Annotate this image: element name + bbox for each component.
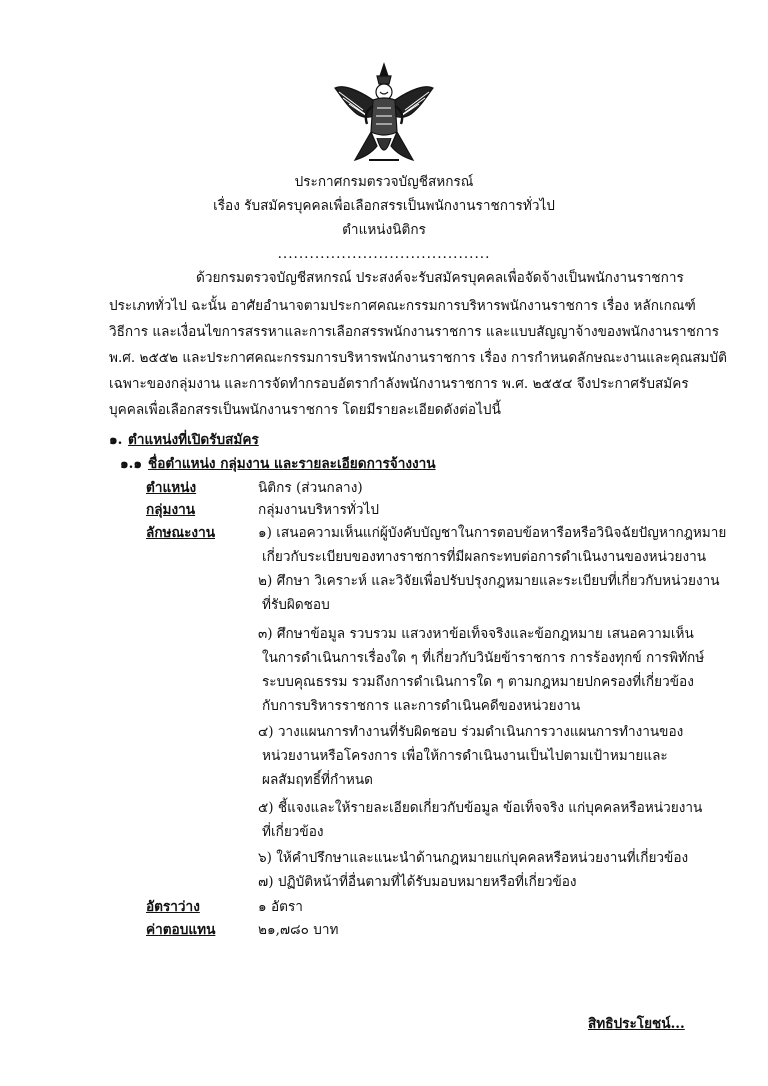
salary-label: ค่าตอบแทน <box>146 922 216 938</box>
vacancy-value: ๑ อัตรา <box>258 899 303 915</box>
continued-next-page: สิทธิประโยชน์... <box>588 1016 685 1032</box>
duty-4-line-1: ๔) วางแผนการทำงานที่รับผิดชอบ ร่วมดำเนินการวางแผนการทำงานของ <box>258 724 684 740</box>
garuda-emblem <box>333 62 435 168</box>
duty-4-line-3: ผลสัมฤทธิ์ที่กำหนด <box>262 772 373 788</box>
duty-3-line-4: กับการบริหารราชการ และการดำเนินคดีของหน่วยงาน <box>262 698 581 714</box>
duty-4-line-2: หน่วยงานหรือโครงการ เพื่อให้การดำเนินงานเป็นไปตามเป้าหมายและ <box>262 748 668 764</box>
salary-value: ๒๑,๗๘๐ บาท <box>258 922 339 938</box>
announcement-subject: เรื่อง รับสมัครบุคคลเพื่อเลือกสรรเป็นพนักงานราชการทั่วไป <box>213 198 555 214</box>
duty-3-line-2: ในการดำเนินการเรื่องใด ๆ ที่เกี่ยวกับวินัยข้าราชการ การร้องทุกข์ การพิทักษ์ <box>262 650 705 666</box>
section-1-heading: ตำแหน่งที่เปิดรับสมัคร <box>128 432 259 448</box>
position-line: ตำแหน่งนิติกร <box>342 222 426 238</box>
duties-label: ลักษณะงาน <box>146 525 215 541</box>
section-1-number: ๑. <box>109 432 123 448</box>
vacancy-label: อัตราว่าง <box>146 899 200 915</box>
announcement-title: ประกาศกรมตรวจบัญชีสหกรณ์ <box>294 174 474 190</box>
duty-5-line-1: ๕) ชี้แจงและให้รายละเอียดเกี่ยวกับข้อมูล ข้อเท็จจริง แก่บุคคลหรือหน่วยงาน <box>258 800 703 816</box>
position-label: ตำแหน่ง <box>146 480 197 496</box>
duty-6-line-1: ๖) ให้คำปรึกษาและแนะนำด้านกฎหมายแก่บุคคลหรือหน่วยงานที่เกี่ยวข้อง <box>258 850 689 866</box>
intro-line-2: ประเภททั่วไป ฉะนั้น อาศัยอำนาจตามประกาศคณะกรรมการบริหารพนักงานราชการ เรื่อง หลักเกณฑ์ <box>109 298 696 314</box>
intro-line-3: วิธีการ และเงื่อนไขการสรรหาและการเลือกสรรพนักงานราชการ และแบบสัญญาจ้างของพนักงานราชการ <box>109 324 720 340</box>
duty-1-line-2: เกี่ยวกับระเบียบของทางราชการที่มีผลกระทบต่อการดำเนินงานของหน่วยงาน <box>262 549 707 565</box>
intro-line-5: เฉพาะของกลุ่มงาน และการจัดทำกรอบอัตรากำลังพนักงานราชการ พ.ศ. ๒๕๕๔ จึงประกาศรับสมัคร <box>109 376 689 392</box>
section-1-1-number: ๑.๑ <box>120 456 142 472</box>
duty-2-line-2: ที่รับผิดชอบ <box>262 597 330 613</box>
duty-2-line-1: ๒) ศึกษา วิเคราะห์ และวิจัยเพื่อปรับปรุงกฎหมายและระเบียบที่เกี่ยวกับหน่วยงาน <box>258 573 720 589</box>
duty-1-line-1: ๑) เสนอความเห็นแก่ผู้บังคับบัญชาในการตอบข้อหารือหรือวินิจฉัยปัญหากฎหมาย <box>258 525 727 541</box>
duty-7-line-1: ๗) ปฏิบัติหน้าที่อื่นตามที่ได้รับมอบหมายหรือที่เกี่ยวข้อง <box>258 874 577 890</box>
duty-3-line-1: ๓) ศึกษาข้อมูล รวบรวม แสวงหาข้อเท็จจริงและข้อกฎหมาย เสนอความเห็น <box>258 626 694 642</box>
section-1-1-heading: ชื่อตำแหน่ง กลุ่มงาน และรายละเอียดการจ้างงาน <box>148 456 436 472</box>
duty-5-line-2: ที่เกี่ยวข้อง <box>262 824 324 840</box>
intro-line-4: พ.ศ. ๒๕๕๒ และประกาศคณะกรรมการบริหารพนักงานราชการ เรื่อง การกำหนดลักษณะงานและคุณสมบัติ <box>109 350 727 366</box>
header-divider: ........................................ <box>277 246 491 262</box>
position-value: นิติกร (ส่วนกลาง) <box>258 480 363 496</box>
intro-line-1: ด้วยกรมตรวจบัญชีสหกรณ์ ประสงค์จะรับสมัครบุคคลเพื่อจัดจ้างเป็นพนักงานราชการ <box>196 270 684 286</box>
intro-line-6: บุคคลเพื่อเลือกสรรเป็นพนักงานราชการ โดยมีรายละเอียดดังต่อไปนี้ <box>109 402 501 418</box>
group-label: กลุ่มงาน <box>146 502 196 518</box>
group-value: กลุ่มงานบริหารทั่วไป <box>258 502 379 518</box>
duty-3-line-3: ระบบคุณธรรม รวมถึงการดำเนินการใด ๆ ตามกฎหมายปกครองที่เกี่ยวข้อง <box>262 674 694 690</box>
